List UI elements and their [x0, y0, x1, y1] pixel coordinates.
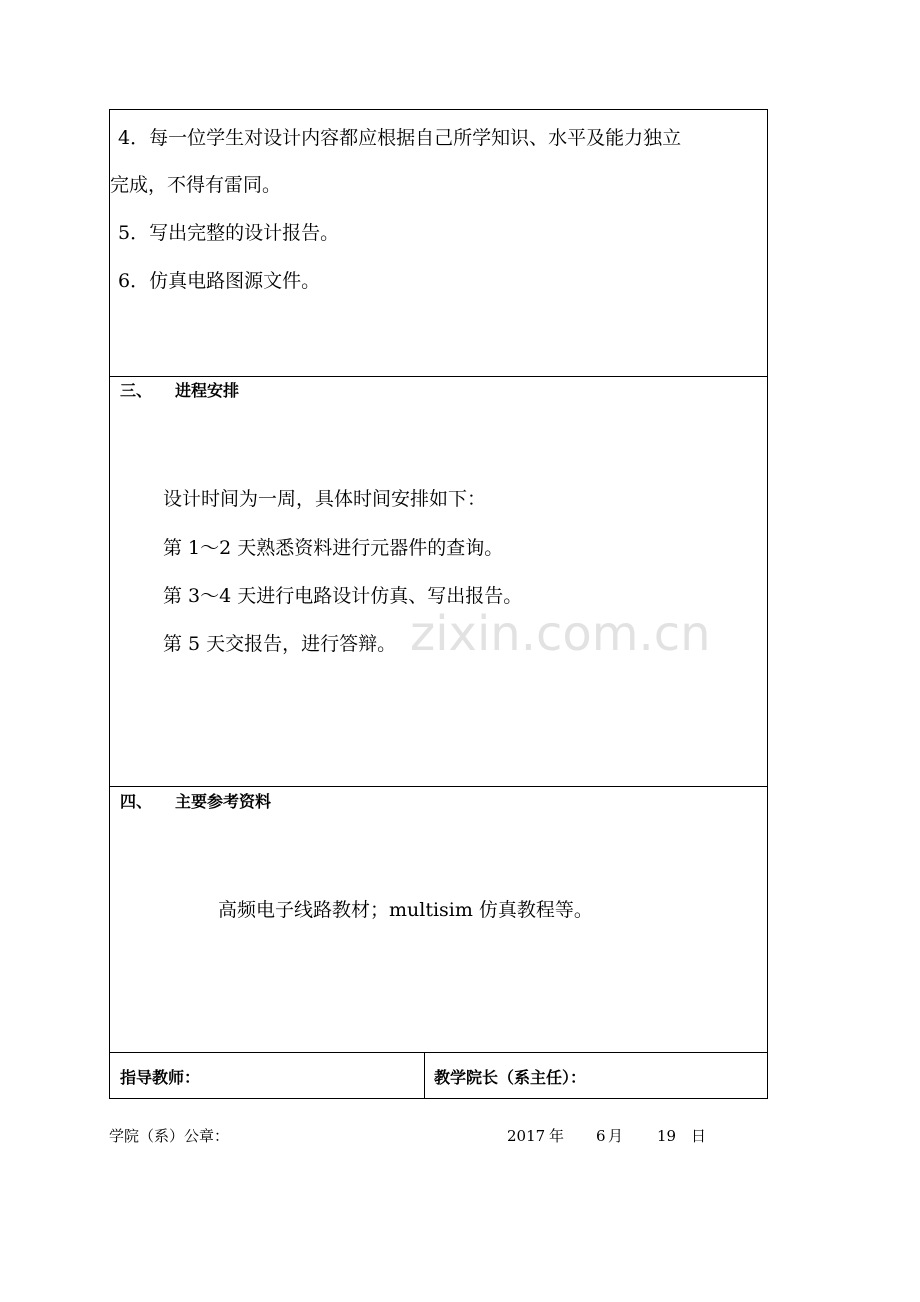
schedule-line: 第 1～2 天熟悉资料进行元器件的查询。: [163, 537, 504, 559]
references-text: 高频电子线路教材；multisim 仿真教程等。: [218, 899, 593, 921]
college-seal-label: 学院（系）公章：: [109, 1127, 230, 1145]
schedule-section-number: 三、: [120, 381, 153, 400]
date-month: 6: [596, 1127, 606, 1145]
requirement-item-4-line-2: 完成，不得有雷同。: [110, 174, 282, 196]
schedule-line: 第 3～4 天进行电路设计仿真、写出报告。: [163, 585, 523, 607]
date-day: 19: [657, 1127, 677, 1145]
requirement-item-6: 6．仿真电路图源文件。: [118, 270, 321, 292]
row-divider-signatures: [110, 1052, 767, 1053]
row-divider-schedule: [110, 376, 767, 377]
requirement-item-5: 5．写出完整的设计报告。: [118, 222, 340, 244]
requirement-item-4-line-1: 4．每一位学生对设计内容都应根据自己所学知识、水平及能力独立: [118, 127, 682, 149]
schedule-line: 第 5 天交报告，进行答辩。: [163, 633, 397, 655]
date-year: 2017: [507, 1127, 546, 1145]
row-divider-references: [110, 786, 767, 787]
advisor-signature-label: 指导教师：: [120, 1068, 201, 1087]
date-day-unit: 日: [691, 1127, 707, 1145]
signature-column-divider: [424, 1052, 425, 1099]
site-watermark: zixin.com.cn: [410, 606, 711, 662]
schedule-section-title: 进程安排: [175, 381, 240, 400]
date-year-unit: 年: [549, 1127, 565, 1145]
references-section-title: 主要参考资料: [175, 792, 272, 811]
schedule-line: 设计时间为一周，具体时间安排如下：: [163, 488, 487, 510]
references-section-number: 四、: [120, 792, 153, 811]
date-month-unit: 月: [608, 1127, 624, 1145]
task-table: [109, 109, 768, 1099]
dean-signature-label: 教学院长（系主任）：: [434, 1068, 587, 1087]
